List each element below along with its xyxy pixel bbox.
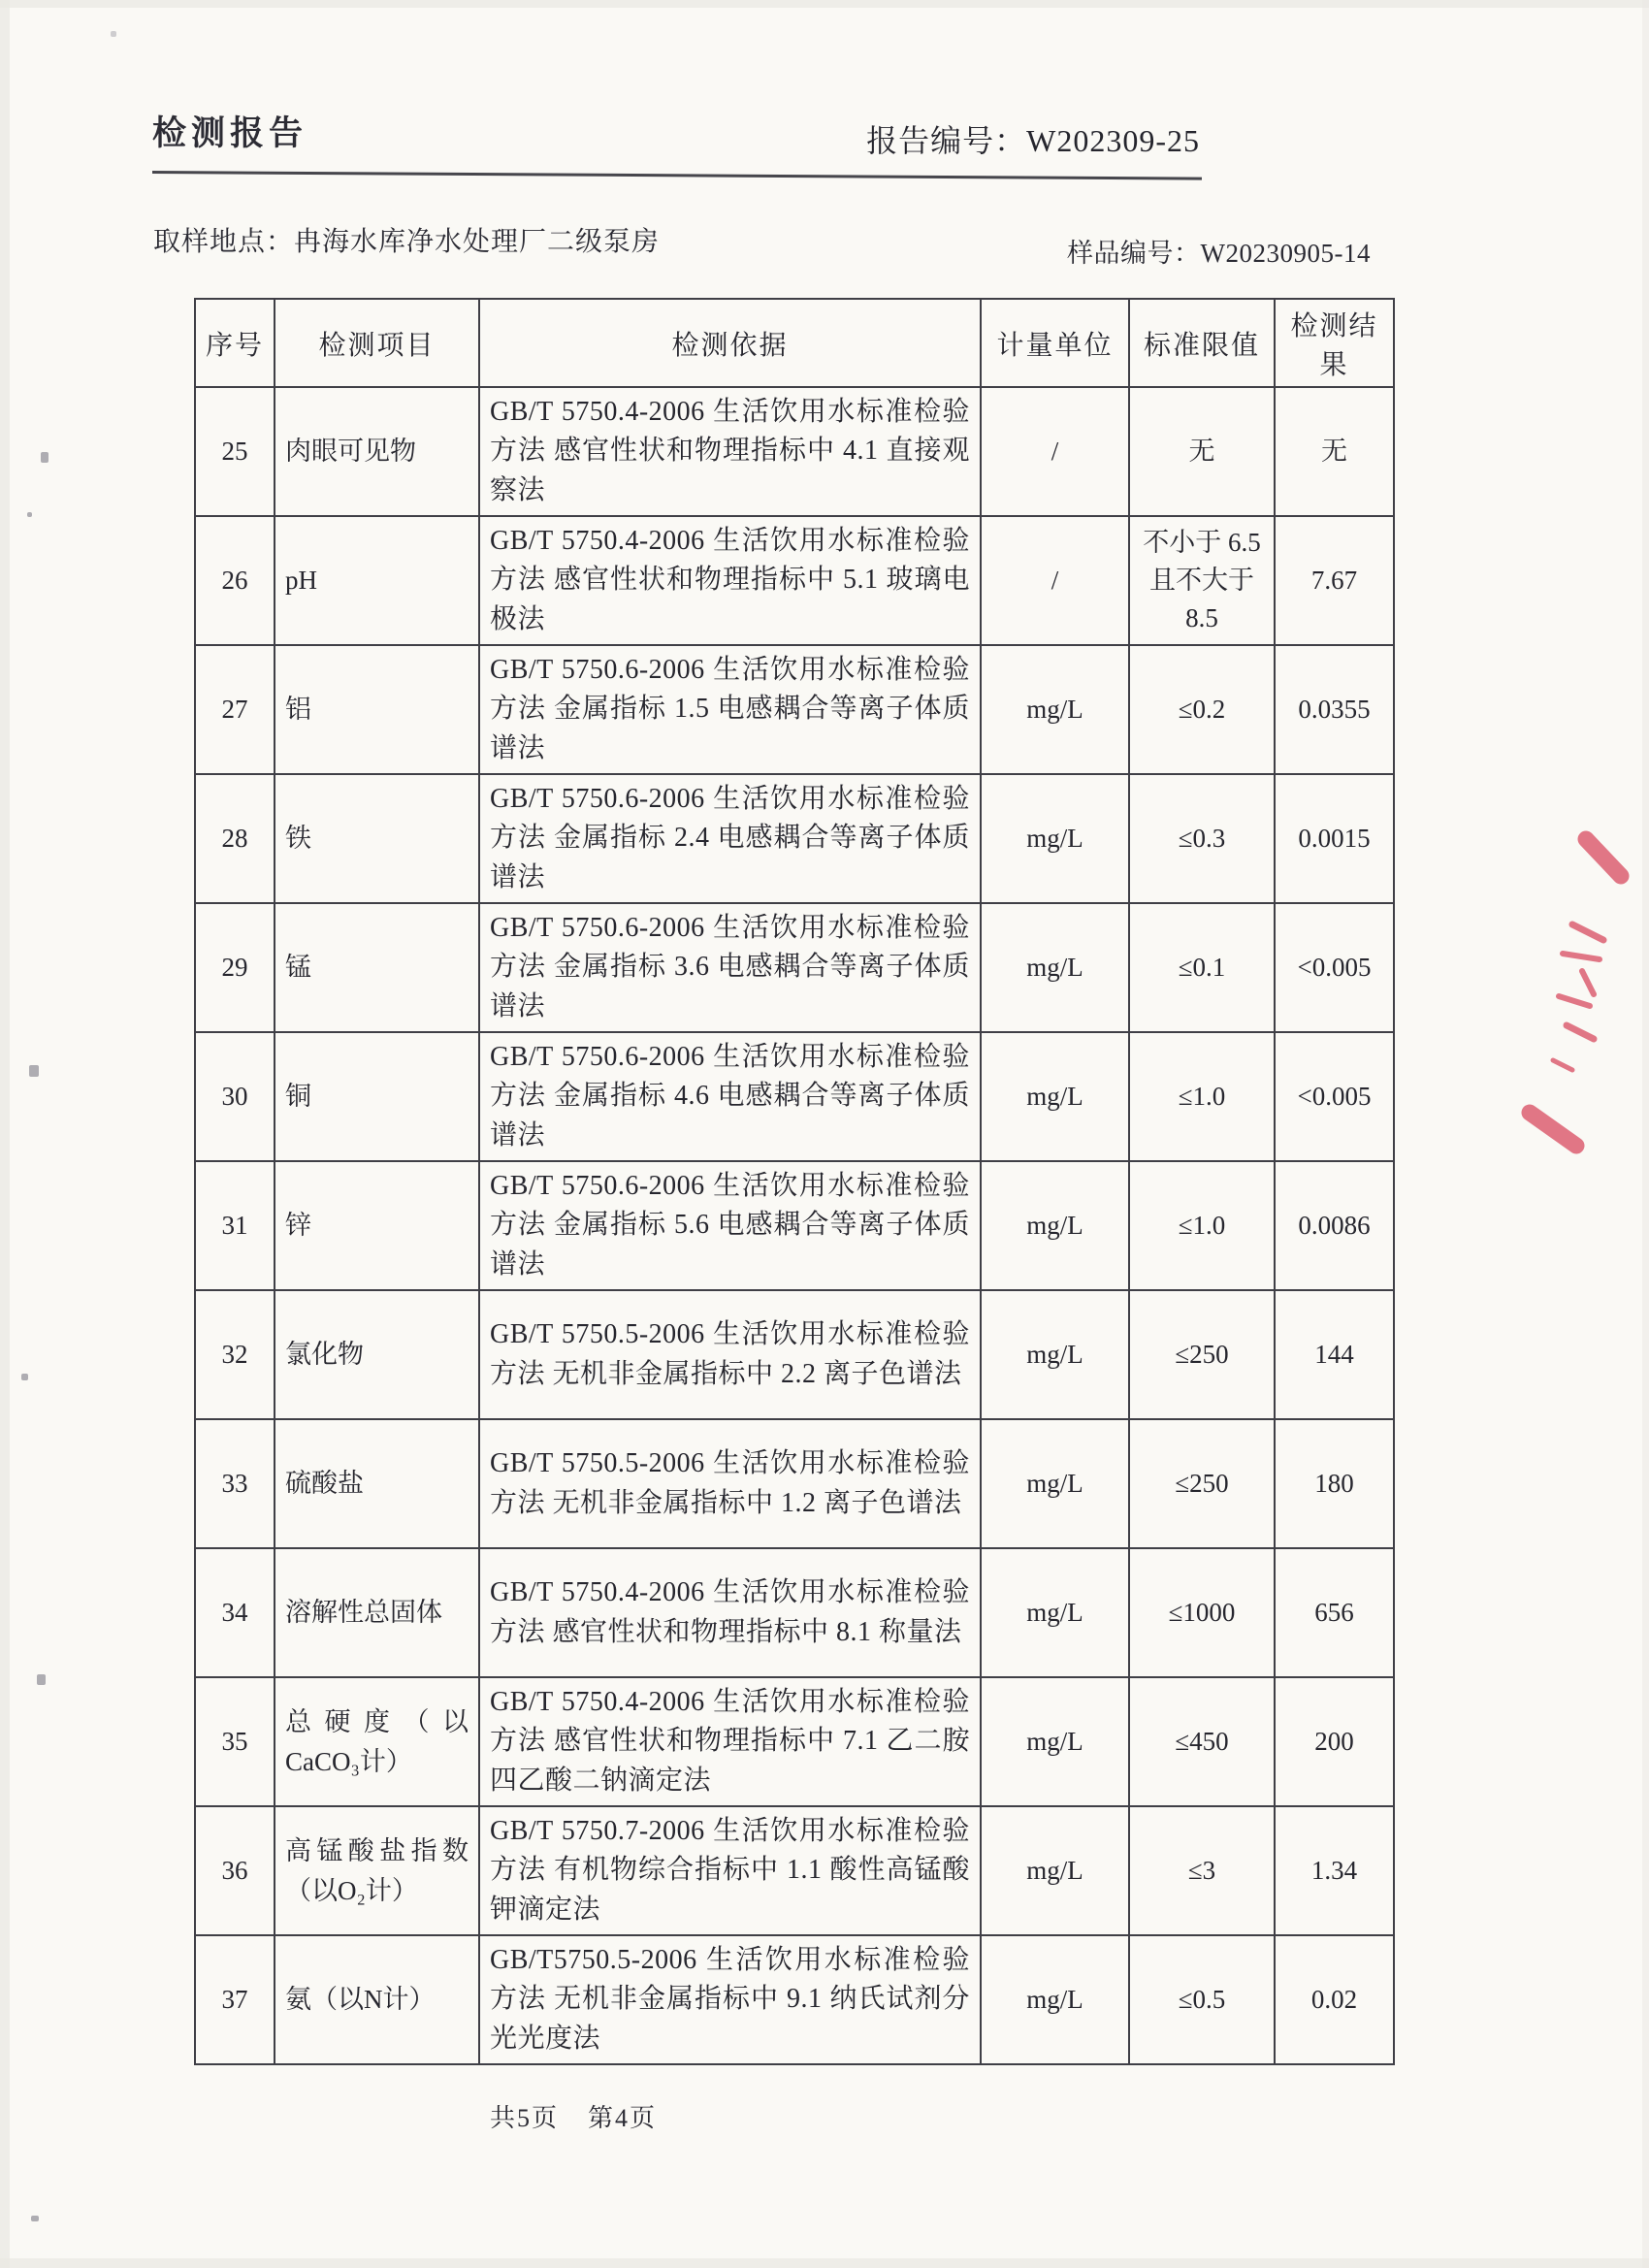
- test-item: 总硬度（以CaCO₃计）: [275, 1677, 479, 1806]
- standard-limit: ≤3: [1129, 1806, 1275, 1935]
- page-title: 检测报告: [152, 114, 308, 152]
- red-stamp-fragment: [1508, 829, 1634, 1159]
- test-result: 0.0086: [1275, 1161, 1394, 1290]
- test-method: GB/T5750.5-2006 生活饮用水标准检验方法 无机非金属指标中 9.1 纳氏试剂分光光度法: [479, 1935, 981, 2064]
- col-header-unit: 计量单位: [981, 299, 1129, 387]
- table-row: [195, 516, 1394, 645]
- test-item: pH: [275, 516, 479, 645]
- test-method: GB/T 5750.6-2006 生活饮用水标准检验方法 金属指标 1.5 电感耦合等离子体质谱法: [479, 645, 981, 774]
- unit-value: mg/L: [981, 774, 1129, 903]
- report-number-label: 报告编号：: [866, 123, 1027, 158]
- standard-limit: ≤1000: [1129, 1548, 1275, 1677]
- scan-edge-right: [1642, 0, 1649, 2268]
- sample-number: [1067, 232, 1371, 270]
- col-header-limit: 标准限值: [1129, 299, 1275, 387]
- test-method: GB/T 5750.6-2006 生活饮用水标准检验方法 金属指标 4.6 电感耦合等离子体质谱法: [479, 1032, 981, 1161]
- table-row: [195, 1032, 1394, 1161]
- test-result: <0.005: [1275, 903, 1394, 1032]
- row-index: 25: [195, 387, 275, 516]
- standard-limit: 不小于 6.5 且不大于 8.5: [1129, 516, 1275, 645]
- sampling-location-value: 冉海水库净水处理厂二级泵房: [294, 227, 661, 257]
- unit-value: mg/L: [981, 1935, 1129, 2064]
- test-item: 硫酸盐: [275, 1419, 479, 1548]
- test-result: 200: [1275, 1677, 1394, 1806]
- test-item: 氯化物: [275, 1290, 479, 1419]
- unit-value: mg/L: [981, 1677, 1129, 1806]
- test-method: GB/T 5750.4-2006 生活饮用水标准检验方法 感官性状和物理指标中 5.1 玻璃电极法: [479, 516, 981, 645]
- test-item: 肉眼可见物: [275, 387, 479, 516]
- page-number-total: 共5页: [490, 2104, 560, 2132]
- scan-speck: [111, 31, 116, 37]
- page-number: [490, 2098, 657, 2134]
- standard-limit: ≤0.1: [1129, 903, 1275, 1032]
- scan-speck: [37, 1674, 46, 1685]
- row-index: 37: [195, 1935, 275, 2064]
- col-header-no: 序号: [195, 299, 275, 387]
- scan-edge-left: [0, 0, 10, 2268]
- standard-limit: ≤1.0: [1129, 1161, 1275, 1290]
- standard-limit: 无: [1129, 387, 1275, 516]
- table-row: [195, 1161, 1394, 1290]
- row-index: 33: [195, 1419, 275, 1548]
- col-header-method: 检测依据: [479, 299, 981, 387]
- test-method: GB/T 5750.6-2006 生活饮用水标准检验方法 金属指标 2.4 电感耦合等离子体质谱法: [479, 774, 981, 903]
- sampling-location: [153, 220, 660, 259]
- scan-speck: [21, 1374, 28, 1380]
- test-item: 氨（以N计）: [275, 1935, 479, 2064]
- header-divider: [152, 171, 1202, 180]
- test-result: 180: [1275, 1419, 1394, 1548]
- scan-edge-top: [0, 0, 1649, 8]
- unit-value: mg/L: [981, 1548, 1129, 1677]
- test-method: GB/T 5750.6-2006 生活饮用水标准检验方法 金属指标 3.6 电感耦合等离子体质谱法: [479, 903, 981, 1032]
- scan-speck: [27, 512, 32, 517]
- scan-edge-bottom: [0, 2258, 1649, 2268]
- col-header-item: 检测项目: [275, 299, 479, 387]
- test-method: GB/T 5750.4-2006 生活饮用水标准检验方法 感官性状和物理指标中 7.1 乙二胺四乙酸二钠滴定法: [479, 1677, 981, 1806]
- scan-speck: [29, 1065, 39, 1077]
- unit-value: mg/L: [981, 1032, 1129, 1161]
- standard-limit: ≤1.0: [1129, 1032, 1275, 1161]
- table-row: [195, 1935, 1394, 2064]
- standard-limit: ≤250: [1129, 1419, 1275, 1548]
- sample-number-label: 样品编号：: [1067, 239, 1201, 268]
- test-result: 656: [1275, 1548, 1394, 1677]
- unit-value: /: [981, 516, 1129, 645]
- test-item: 锰: [275, 903, 479, 1032]
- table-row: [195, 645, 1394, 774]
- row-index: 35: [195, 1677, 275, 1806]
- table-header-row: [195, 299, 1394, 387]
- test-result: 7.67: [1275, 516, 1394, 645]
- standard-limit: ≤0.5: [1129, 1935, 1275, 2064]
- test-result: 144: [1275, 1290, 1394, 1419]
- report-number-value: W202309-25: [1026, 123, 1200, 158]
- unit-value: /: [981, 387, 1129, 516]
- row-index: 27: [195, 645, 275, 774]
- scan-speck: [41, 452, 48, 463]
- report-number: [866, 116, 1200, 161]
- test-result: 1.34: [1275, 1806, 1394, 1935]
- row-index: 36: [195, 1806, 275, 1935]
- unit-value: mg/L: [981, 1290, 1129, 1419]
- test-item: 锌: [275, 1161, 479, 1290]
- test-item: 铝: [275, 645, 479, 774]
- row-index: 29: [195, 903, 275, 1032]
- test-result: 0.0355: [1275, 645, 1394, 774]
- unit-value: mg/L: [981, 903, 1129, 1032]
- unit-value: mg/L: [981, 1806, 1129, 1935]
- row-index: 30: [195, 1032, 275, 1161]
- test-item: 铜: [275, 1032, 479, 1161]
- table-row: [195, 1290, 1394, 1419]
- table-row: [195, 774, 1394, 903]
- test-item: 高锰酸盐指数（以O₂计）: [275, 1806, 479, 1935]
- test-item: 铁: [275, 774, 479, 903]
- test-method: GB/T 5750.5-2006 生活饮用水标准检验方法 无机非金属指标中 2.2 离子色谱法: [479, 1290, 981, 1419]
- table-row: [195, 387, 1394, 516]
- row-index: 34: [195, 1548, 275, 1677]
- row-index: 32: [195, 1290, 275, 1419]
- unit-value: mg/L: [981, 645, 1129, 774]
- unit-value: mg/L: [981, 1161, 1129, 1290]
- col-header-result: 检测结果: [1275, 299, 1394, 387]
- standard-limit: ≤0.3: [1129, 774, 1275, 903]
- page-number-current: 第4页: [588, 2104, 658, 2132]
- test-method: GB/T 5750.4-2006 生活饮用水标准检验方法 感官性状和物理指标中 4.1 直接观察法: [479, 387, 981, 516]
- row-index: 31: [195, 1161, 275, 1290]
- table-row: [195, 903, 1394, 1032]
- test-result: 0.02: [1275, 1935, 1394, 2064]
- sample-number-value: W20230905-14: [1200, 239, 1371, 268]
- standard-limit: ≤450: [1129, 1677, 1275, 1806]
- test-method: GB/T 5750.4-2006 生活饮用水标准检验方法 感官性状和物理指标中 8.1 称量法: [479, 1548, 981, 1677]
- test-method: GB/T 5750.5-2006 生活饮用水标准检验方法 无机非金属指标中 1.2 离子色谱法: [479, 1419, 981, 1548]
- table-row: [195, 1419, 1394, 1548]
- row-index: 28: [195, 774, 275, 903]
- test-item: 溶解性总固体: [275, 1548, 479, 1677]
- test-result: 0.0015: [1275, 774, 1394, 903]
- test-result: 无: [1275, 387, 1394, 516]
- row-index: 26: [195, 516, 275, 645]
- sampling-location-label: 取样地点：: [153, 227, 295, 257]
- table-row: [195, 1806, 1394, 1935]
- test-method: GB/T 5750.7-2006 生活饮用水标准检验方法 有机物综合指标中 1.1 酸性高锰酸钾滴定法: [479, 1806, 981, 1935]
- table-row: [195, 1548, 1394, 1677]
- scan-speck: [31, 2216, 39, 2221]
- test-method: GB/T 5750.6-2006 生活饮用水标准检验方法 金属指标 5.6 电感耦合等离子体质谱法: [479, 1161, 981, 1290]
- table-row: [195, 1677, 1394, 1806]
- test-result: <0.005: [1275, 1032, 1394, 1161]
- results-table: [194, 298, 1395, 2065]
- standard-limit: ≤250: [1129, 1290, 1275, 1419]
- unit-value: mg/L: [981, 1419, 1129, 1548]
- standard-limit: ≤0.2: [1129, 645, 1275, 774]
